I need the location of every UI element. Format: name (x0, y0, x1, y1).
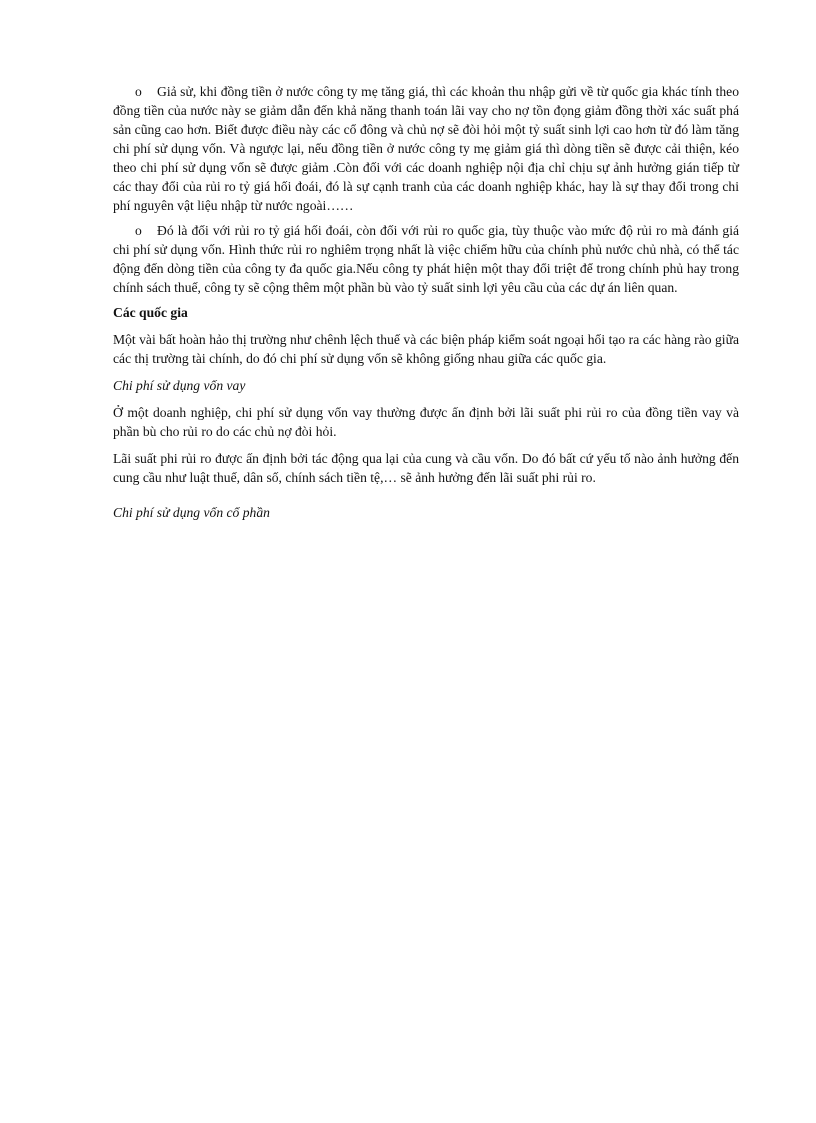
paragraph-countries: Một vài bất hoàn hảo thị trường như chênh lệch thuế và các biện pháp kiểm soát ngoại hối tạo ra các hàng rào giữa các thị trường tài chính, do đó chi phí sử dụng vốn sẽ không giống nhau giữa các quốc gia. (113, 332, 739, 366)
bullet-paragraph-country-risk (113, 221, 739, 297)
subheading-cost-of-equity: Chi phí sử dụng vốn cổ phần (113, 505, 270, 520)
paragraph-cost-of-debt-2: Lãi suất phi rủi ro được ấn định bởi tác động qua lại của cung và cầu vốn. Do đó bất cứ yếu tố nào ảnh hưởng đến cung cầu như luật thuế, dân số, chính sách tiền tệ,… sẽ ảnh hưởng đến lãi suất phi rủi ro. (113, 451, 739, 485)
paragraph-cost-of-debt-1: Ở một doanh nghiệp, chi phí sử dụng vốn vay thường được ấn định bởi lãi suất phi rủi ro của đồng tiền vay và phần bù cho rủi ro do các chủ nợ đòi hỏi. (113, 405, 739, 439)
bullet-paragraph-text: Đó là đối với rủi ro tỷ giá hối đoái, còn đối với rủi ro quốc gia, tùy thuộc vào mức độ rủi ro mà đánh giá chi phí sử dụng vốn. Hình thức rủi ro nghiêm trọng nhất là việc chiếm hữu của chính phủ nước chủ nhà, có thể tác động đến dòng tiền của công ty đa quốc gia.Nếu công ty phát hiện một thay đổi triệt để trong chính phủ hay trong chính sách thuế, công ty sẽ cộng thêm một phần bù vào tỷ suất sinh lợi yêu cầu của các dự án liên quan. (113, 223, 739, 295)
bullet-marker: o (135, 84, 142, 99)
document-body (113, 82, 739, 530)
bullet-marker: o (135, 223, 142, 238)
bullet-paragraph-exchange-risk (113, 82, 739, 215)
section-heading-countries: Các quốc gia (113, 305, 188, 320)
bullet-paragraph-text: Giả sử, khi đồng tiền ở nước công ty mẹ tăng giá, thì các khoản thu nhập gửi về từ quốc gia khác tính theo đồng tiền của nước này se giảm dẫn đến khả năng thanh toán lãi vay cho nợ tồn đọng giảm đồng thời xác suất phá sản cũng cao hơn. Biết được điều này các cổ đông và chủ nợ sẽ đòi hỏi một tỷ suất sinh lợi cao hơn từ đó làm tăng chi phí sử dụng vốn. Và ngược lại, nếu đồng tiền ở nước công ty mẹ giảm giá thì dòng tiền sẽ được cải thiện, kéo theo chi phí sử dụng vốn sẽ được giảm .Còn đối với các doanh nghiệp nội địa chỉ chịu sự ảnh hưởng gián tiếp từ các thay đổi của rủi ro tỷ giá hối đoái, đó là sự cạnh tranh của các doanh nghiệp khác, hay là sự thay đổi trong chi phí nguyên vật liệu nhập từ nước ngoài…… (113, 84, 739, 213)
subheading-cost-of-debt: Chi phí sử dụng vốn vay (113, 378, 246, 393)
